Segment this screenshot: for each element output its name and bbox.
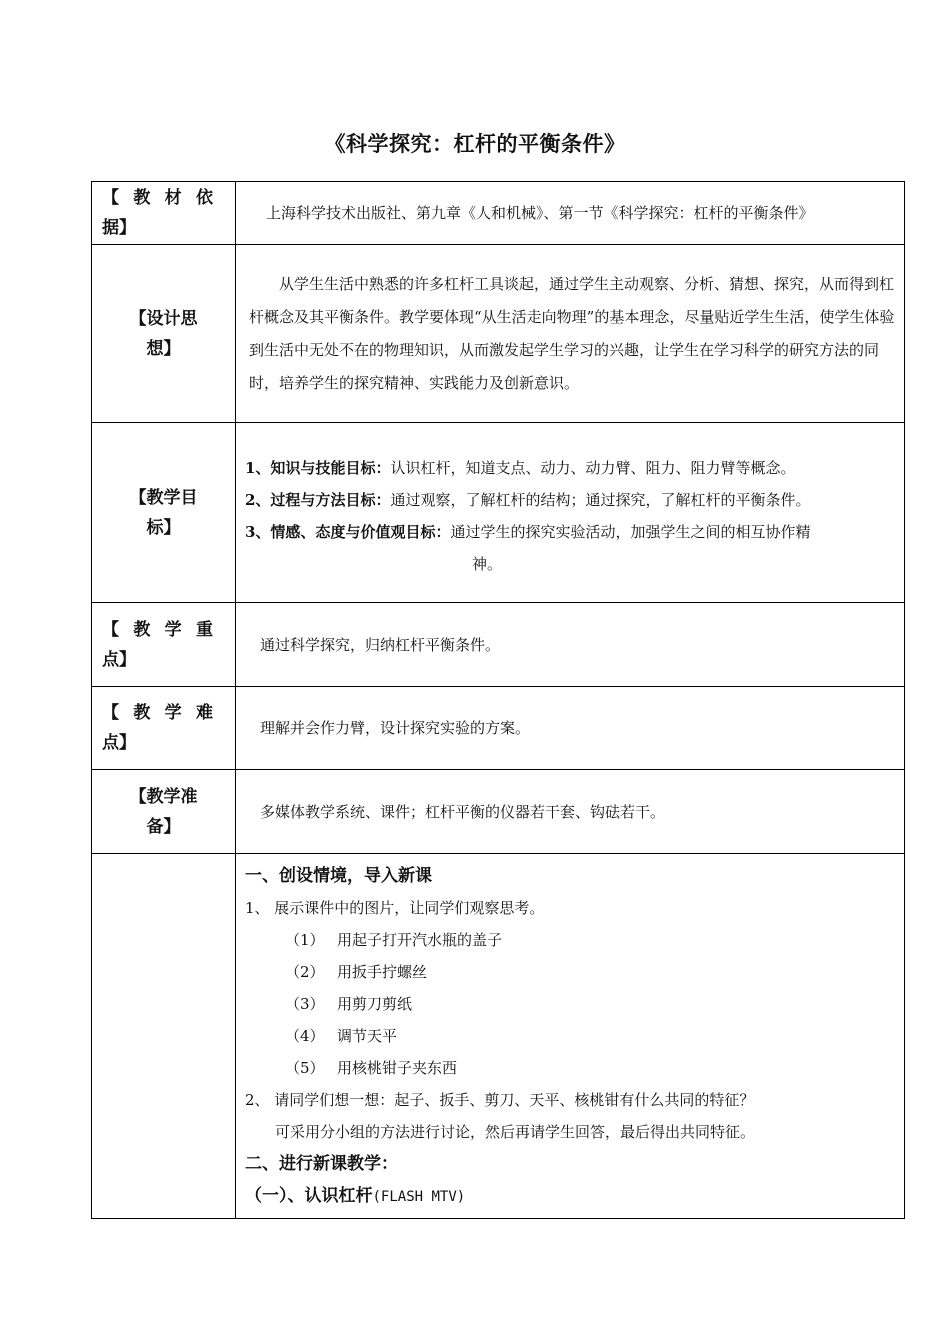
row-preparation: [92, 770, 905, 854]
content-textbook-basis: 上海科学技术出版社、第九章《人和机械》、第一节《科学探究：杠杆的平衡条件》: [236, 182, 905, 245]
sub-item: （4） 调节天平: [285, 1027, 398, 1045]
row-difficulties: [92, 687, 905, 770]
label-teaching-goals: 【教学目 标】: [92, 423, 236, 603]
content-teaching-goals: [236, 423, 905, 603]
sub-item: （5） 用核桃钳子夹东西: [285, 1059, 458, 1077]
goal-item: 2、过程与方法目标： 通过观察，了解杠杆的结构；通过探究，了解杠杆的平衡条件。: [245, 490, 811, 509]
row-design-idea: [92, 245, 905, 423]
label-design-idea: 【设计思 想】: [92, 245, 236, 423]
step-item: 2、 请同学们想一想：起子、扳手、剪刀、天平、核桃钳有什么共同的特征？: [245, 1091, 755, 1109]
goal-item: 1、知识与技能目标： 认识杠杆，知道支点、动力、动力臂、阻力、阻力臂等概念。: [245, 458, 796, 477]
page-title: 《科学探究：杠杆的平衡条件》: [324, 131, 626, 156]
section-heading: 一、创设情境，导入新课: [245, 866, 432, 886]
row-teaching-goals: [92, 423, 905, 603]
subsection-heading: （一）、认识杠杆(FLASH MTV): [245, 1186, 466, 1206]
content-preparation: 多媒体教学系统、课件；杠杆平衡的仪器若干套、钩砝若干。: [236, 770, 905, 854]
label-teaching-process: [92, 854, 236, 1219]
label-textbook-basis: 【 教 材 依 据】: [92, 182, 236, 245]
content-difficulties: 理解并会作力臂，设计探究实验的方案。: [236, 687, 905, 770]
content-design-idea: 从学生生活中熟悉的许多杠杆工具谈起，通过学生主动观察、分析、猜想、探究，从而得到杠杆概念及其平衡条件。教学要体现“从生活走向物理”的基本理念，尽量贴近学生生活，使学生体验到生活中无处不在的物理知识，从而激发起学生学习的兴趣，让学生在学习科学的研究方法的同时，培养学生的探究精神、实践能力及创新意识。: [236, 245, 905, 423]
sub-item: （3） 用剪刀剪纸: [285, 995, 413, 1013]
goal-item-continuation: 神。: [472, 554, 503, 573]
row-key-points: [92, 603, 905, 687]
goal-item: 3、情感、态度与价值观目标： 通过学生的探究实验活动，加强学生之间的相互协作精: [245, 522, 811, 541]
content-teaching-process: [236, 854, 905, 1219]
sub-item: （1） 用起子打开汽水瓶的盖子: [285, 931, 503, 949]
lesson-plan-table: [91, 181, 905, 1219]
step-item: 1、 展示课件中的图片，让同学们观察思考。: [245, 899, 545, 917]
label-preparation: 【教学准 备】: [92, 770, 236, 854]
content-key-points: 通过科学探究，归纳杠杆平衡条件。: [236, 603, 905, 687]
label-difficulties: 【 教 学 难 点】: [92, 687, 236, 770]
row-textbook-basis: [92, 182, 905, 245]
row-teaching-process: [92, 854, 905, 1219]
section-heading: 二、进行新课教学：: [245, 1154, 398, 1174]
sub-item: （2） 用扳手拧螺丝: [285, 963, 428, 981]
step-note: 可采用分小组的方法进行讨论，然后再请学生回答，最后得出共同特征。: [275, 1123, 756, 1141]
label-key-points: 【 教 学 重 点】: [92, 603, 236, 687]
